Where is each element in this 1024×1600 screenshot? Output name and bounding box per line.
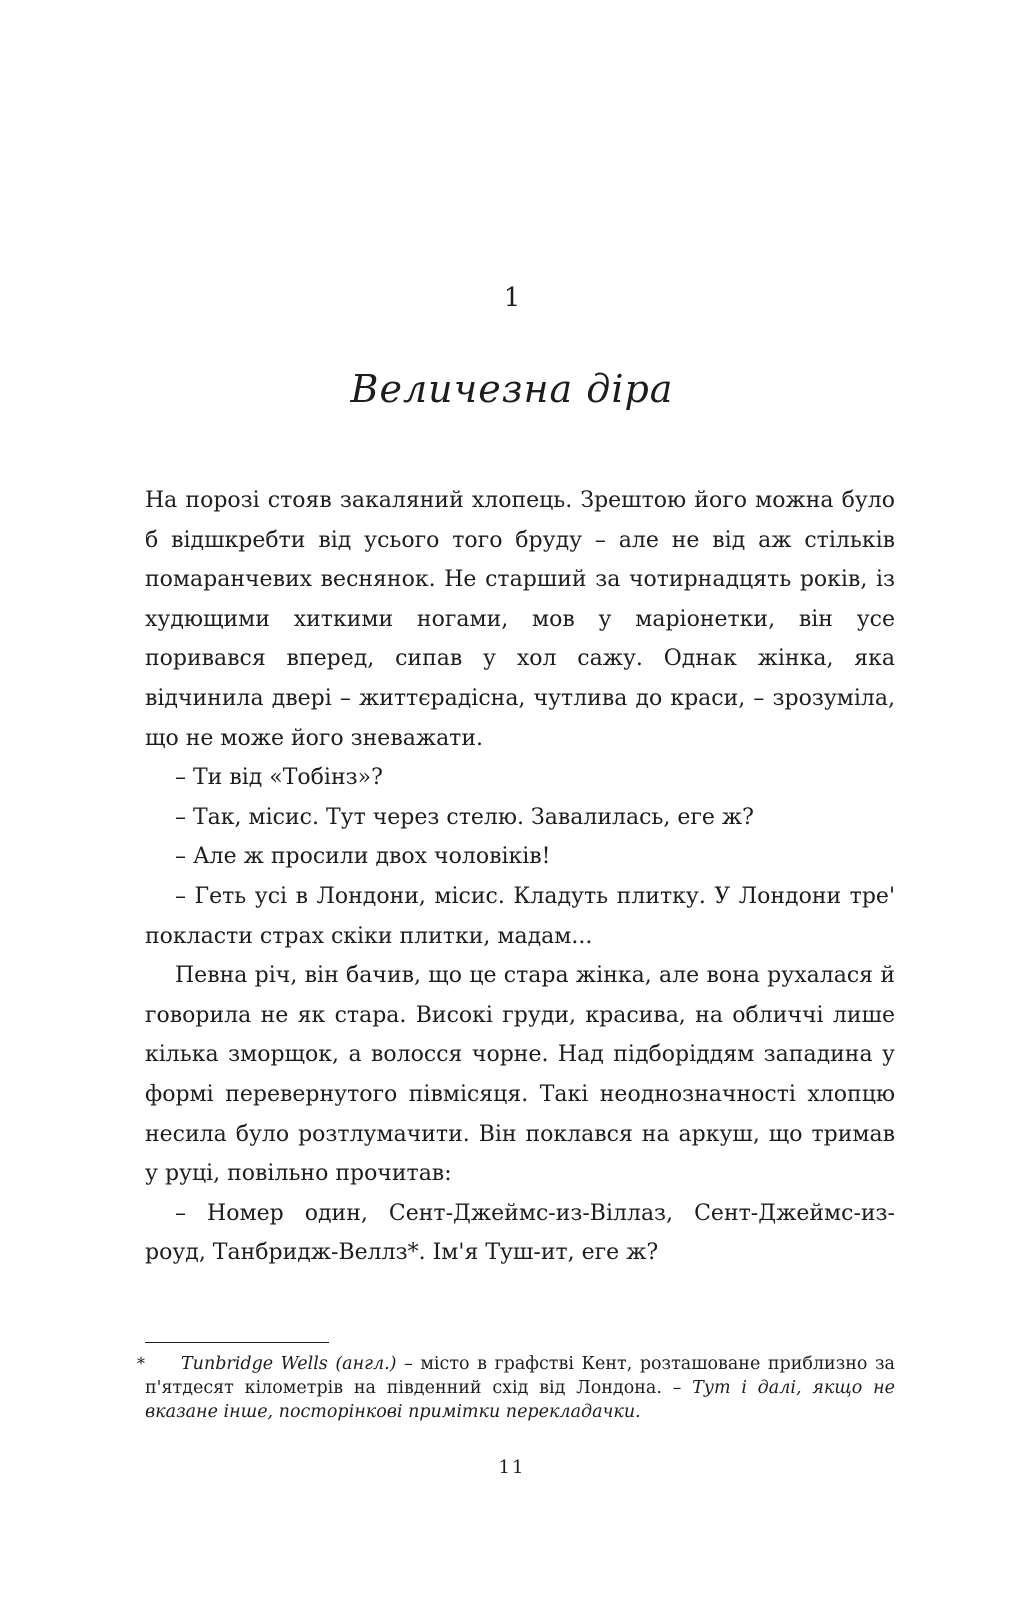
paragraph: – Так, місис. Тут через стелю. Завалилась, еге ж? <box>175 804 754 830</box>
paragraph: – Але ж просили двох чоловіків! <box>175 844 551 870</box>
body-text <box>145 481 895 1273</box>
paragraph: – Геть усі в Лондони, місис. Кладуть плитку. У Лондони тре' покласти страх скіки плитки, мадам... <box>145 883 895 949</box>
footnote-divider <box>145 1342 329 1343</box>
footnote-term: Tunbridge Wells (англ.) <box>181 1354 397 1374</box>
paragraph: – Ти від «Тобінз»? <box>175 765 383 791</box>
paragraph: На порозі стояв закаляний хлопець. Зрештою його можна було б відшкребти від усього того бруду – але не від аж стільків помаранчевих веснянок. Не старший за чотирнадцять років, із худющими хиткими ногами, мов у маріонетки, він усе поривався вперед, сипав у хол сажу. Однак жінка, яка відчинила двері – життєрадісна, чутлива до краси, – зрозуміла, що не може його зневажати. <box>145 488 895 751</box>
paragraph: – Номер один, Сент-Джеймс-из-Віллаз, Сент-Джеймс-из-роуд, Танбридж-Веллз*. Ім'я Туш-ит, еге ж? <box>145 1200 895 1266</box>
footnote <box>145 1352 895 1424</box>
footnote-note: Тут і далі, якщо не вказане інше, посторінкові примітки перекладачки. <box>145 1378 895 1422</box>
page-number: 11 <box>498 1457 526 1478</box>
paragraph: Певна річ, він бачив, що це стара жінка, але вона рухалася й говорила не як стара. Високі груди, красива, на обличчі лише кілька зморщок, а волосся чорне. Над підборіддям западина у формі перевернутого півмісяця. Такі неоднозначності хлопцю несила було розтлумачити. Він поклався на аркуш, що тримав у руці, повільно прочитав: <box>145 963 895 1187</box>
footnote-definition: – місто в графстві Кент, розташоване приблизно за п'ятдесят кілометрів на південний схід від Лондона. – <box>145 1354 895 1398</box>
footnote-marker: * <box>137 1354 145 1373</box>
chapter-number: 1 <box>503 283 521 313</box>
chapter-title: Величезна діра <box>350 367 674 411</box>
